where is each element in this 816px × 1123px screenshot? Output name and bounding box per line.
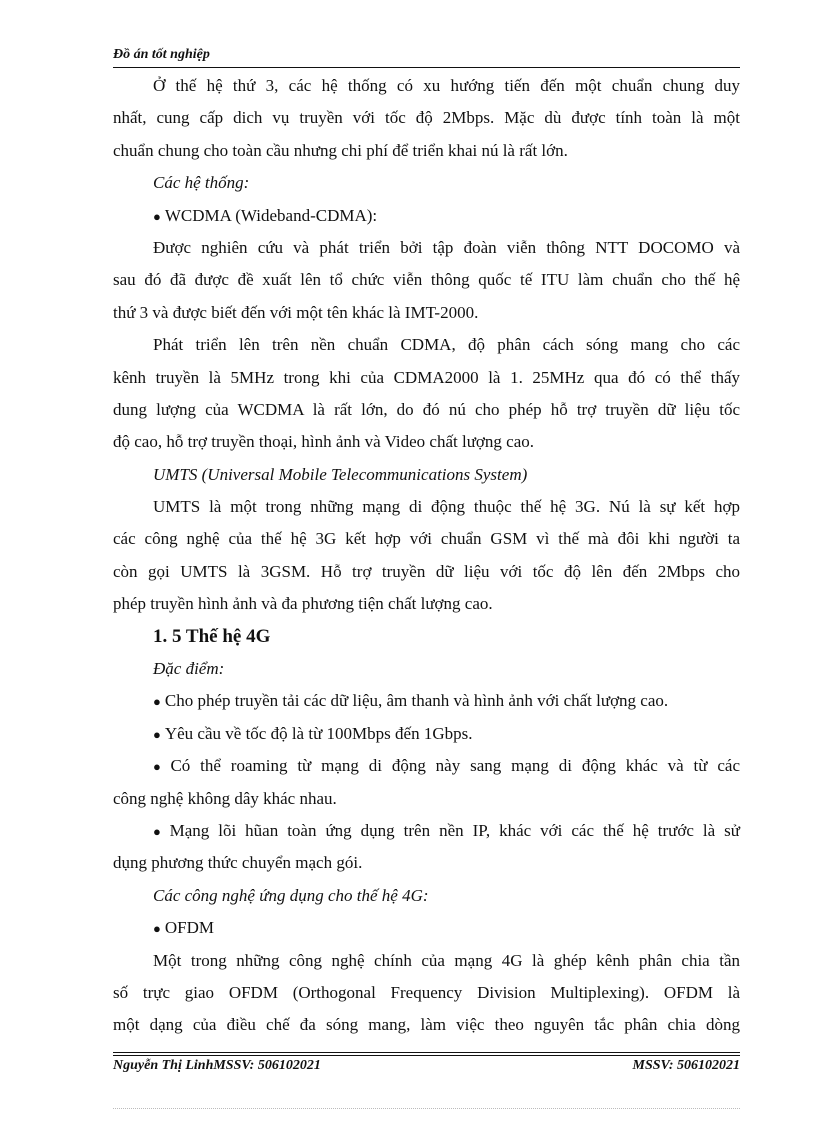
bullet-icon: ● [153,921,161,937]
bullet-text: Cho phép truyền tải các dữ liệu, âm thanh và hình ảnh với chất lượng cao. [164,691,669,711]
bullet-item [113,685,740,717]
bullet-item [113,718,740,750]
document-body [113,70,740,1042]
subheading: Đặc điểm: [153,659,225,679]
paragraph-line: nhất, cung cấp dich vụ truyền với tốc độ 2Mbps. Mặc dù được tính toàn là một [113,108,740,128]
bullet-icon: ● [153,208,161,224]
bullet-icon: ● [153,759,167,775]
paragraph-line: sau đó đã được đề xuất lên tổ chức viễn thông quốc tế ITU làm chuẩn cho thế hệ [113,270,740,290]
section-heading: 1. 5 Thế hệ 4G [153,625,271,647]
paragraph-line: Ở thế hệ thứ 3, các hệ thống có xu hướng tiến đến một chuẩn chung duy [153,76,740,95]
paragraph-line: Một trong những công nghệ chính của mạng 4G là ghép kênh phân chia tần [153,950,740,970]
subheading: Các công nghệ ứng dụng cho thế hệ 4G: [153,885,429,905]
paragraph-line: công nghệ không dây khác nhau. [113,788,337,808]
footer-rule [113,1055,740,1056]
paragraph-line: độ cao, hỗ trợ truyền thoại, hình ảnh và Video chất lượng cao. [113,432,534,452]
page-edge [113,1108,740,1109]
page-footer [113,1058,740,1078]
paragraph-line: số trực giao OFDM (Orthogonal Frequency Division Multiplexing). OFDM là [113,982,740,1002]
bullet-text: Có thể roaming từ mạng di động này sang mạng di động khác và từ các [170,756,740,776]
paragraph-line: Phát triển lên trên nền chuẩn CDMA, độ phân cách sóng mang cho các [153,335,740,355]
paragraph-line: Được nghiên cứu và phát triển bởi tập đoàn viễn thông NTT DOCOMO và [153,237,740,257]
paragraph-line: chuẩn chung cho toàn cầu nhưng chi phí để triển khai nú là rất lớn. [113,140,568,160]
bullet-text: Yêu cầu về tốc độ là từ 100Mbps đến 1Gbps. [164,723,473,743]
paragraph-line: phép truyền hình ảnh và đa phương tiện chất lượng cao. [113,594,493,614]
bullet-icon: ● [153,694,161,710]
bullet-text: OFDM [164,918,214,938]
subheading: UMTS (Universal Mobile Telecommunications System) [153,464,528,484]
paragraph-line: kênh truyền là 5MHz trong khi của CDMA2000 là 1. 25MHz qua đó có thể thấy [113,367,740,387]
paragraph-line: các công nghệ của thế hệ 3G kết hợp với chuẩn GSM vì thế mà đôi khi người ta [113,529,740,549]
footer-rule [113,1052,740,1053]
bullet-item [113,200,740,232]
paragraph-line: một dạng của điều chế đa sóng mang, làm việc theo nguyên tắc phân chia dòng [113,1015,740,1035]
bullet-icon: ● [153,823,166,839]
bullet-item [113,750,740,782]
bullet-text: Mạng lõi hũan toàn ứng dụng trên nền IP, khác với các thế hệ trước là sử [169,820,740,840]
paragraph-line: dung lượng của WCDMA là rất lớn, do đó nú cho phép hỗ trợ truyền dữ liệu tốc [113,399,740,419]
footer-author: Nguyễn Thị LinhMSSV: 506102021 [113,1058,321,1073]
paragraph-line: thứ 3 và được biết đến với một tên khác là IMT-2000. [113,302,479,322]
bullet-text: WCDMA (Wideband-CDMA): [164,205,378,225]
paragraph-line: UMTS là một trong những mạng di động thuộc thế hệ 3G. Nú là sự kết hợp [153,497,740,517]
bullet-item [113,815,740,847]
subheading: Các hệ thống: [153,173,250,193]
paragraph-line: dụng phương thức chuyển mạch gói. [113,853,363,873]
bullet-item [113,912,740,944]
footer-student-id: MSSV: 506102021 [632,1058,740,1073]
header-rule [113,67,740,68]
bullet-icon: ● [153,726,161,742]
paragraph-line: còn gọi UMTS là 3GSM. Hỗ trợ truyền dữ liệu với tốc độ lên đến 2Mbps cho [113,561,740,581]
page-header: Đồ án tốt nghiệp [113,47,210,62]
